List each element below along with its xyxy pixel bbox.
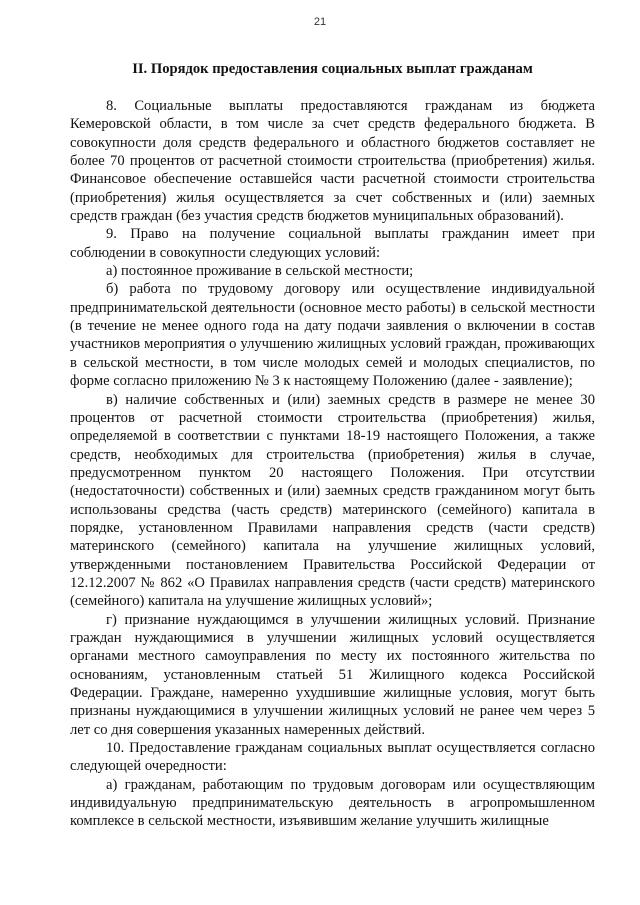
paragraph-9-b: б) работа по трудовому договору или осуществление индивидуальной предпринимательской деятельности (основное место работы) в сельской местности (в течение не менее одного года на дату подачи заявления о включении в состав участников мероприятия о улучшению жилищных условий граждан, проживающих в сельской местности, в том числе молодых семей и молодых специалистов, по форме согласно приложению № 3 к настоящему Положению (далее - заявление); xyxy=(70,281,595,390)
paragraph-10-a: а) гражданам, работающим по трудовым договорам или осуществляющим индивидуальную предпринимательскую деятельность в агропромышленном комплексе в сельской местности, изъявившим желание улучшить жилищные xyxy=(70,776,595,830)
paragraph-9-v: в) наличие собственных и (или) заемных средств в размере не менее 30 процентов от расчетной стоимости строительства (приобретения) жилья, определяемой в соответствии с пунктами 18-19 настоящего Положения, а также средств, необходимых для строительства (приобретения) жилья в случае, предусмотренном пунктом 20 настоящего Положения. При отсутствии (недостаточности) собственных и (или) заемных средств гражданином могут быть использованы средства (часть средств) материнского (семейного) капитала в порядке, установленном Правилами направления средств (части средств) материнского (семейного) капитала на улучшение жилищных условий, утвержденными постановлением Правительства Российской Федерации от 12.12.2007 № 862 «О Правилах направления средств (части средств) материнского (семейного) капитала на улучшение жилищных условий»; xyxy=(70,391,595,610)
page-number: 21 xyxy=(313,16,327,28)
paragraph-8: 8. Социальные выплаты предоставляются гражданам из бюджета Кемеровской области, в том числе за счет средств федерального бюджета. В совокупности доля средств федерального и областного бюджетов составляет не более 70 процентов от расчетной стоимости строительства (приобретения) жилья. Финансовое обеспечение оставшейся части расчетной стоимости строительства (приобретения) жилья осуществляется за счет собственных и (или) заемных средств граждан (без участия средств бюджетов муниципальных образований). xyxy=(70,98,595,225)
paragraph-9-a: а) постоянное проживание в сельской местности; xyxy=(106,263,414,280)
paragraph-10: 10. Предоставление гражданам социальных выплат осуществляется согласно следующей очередности: xyxy=(70,740,595,775)
paragraph-9: 9. Право на получение социальной выплаты гражданин имеет при соблюдении в совокупности следующих условий: xyxy=(70,226,595,261)
section-heading: II. Порядок предоставления социальных выплат гражданам xyxy=(132,61,533,77)
paragraph-9-g: г) признание нуждающимся в улучшении жилищных условий. Признание граждан нуждающимися в улучшении жилищных условий осуществляется органами местного самоуправления по месту их постоянного жительства по основаниям, установленным статьей 51 Жилищного кодекса Российской Федерации. Граждане, намеренно ухудшившие жилищные условия, могут быть признаны нуждающимися в улучшении жилищных условий не ранее чем через 5 лет со дня совершения указанных намеренных действий. xyxy=(70,611,595,738)
document-body xyxy=(70,97,595,831)
